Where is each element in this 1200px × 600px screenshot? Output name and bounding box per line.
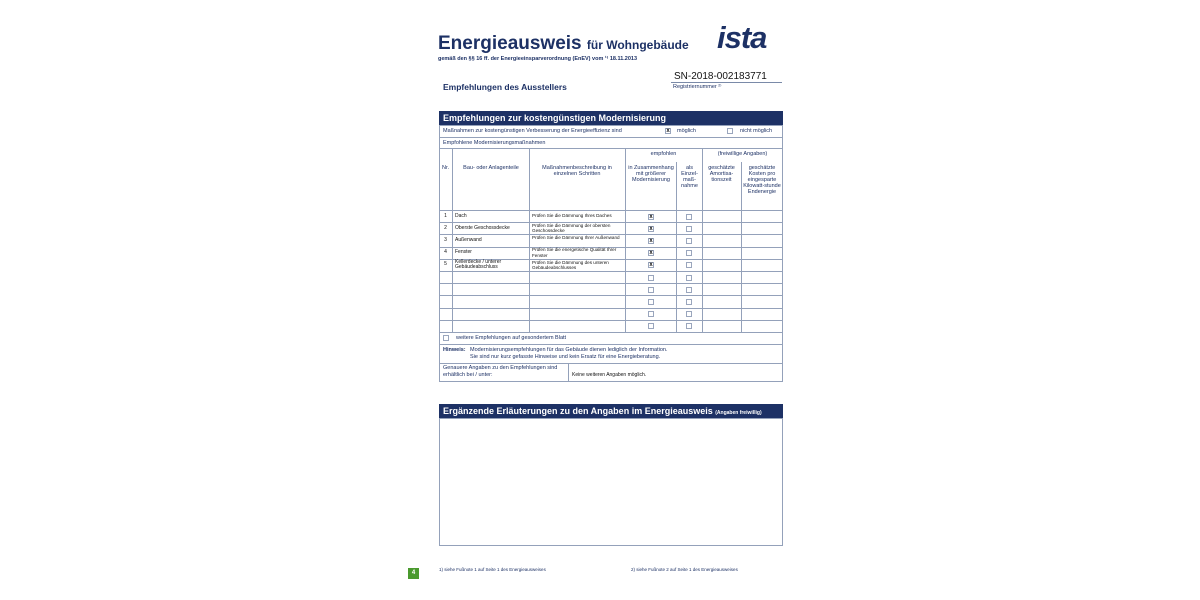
row-in-context-checkbox[interactable]: x	[649, 213, 653, 220]
explanations-title: Ergänzende Erläuterungen zu den Angaben im Energieausweis	[443, 406, 713, 416]
page-subtitle: gemäß den §§ 16 ff. der Energieeinsparverordnung (EnEV) vom ¹⁾ 18.11.2013	[438, 56, 638, 62]
row-nr: 5	[444, 261, 447, 268]
row-divider	[439, 295, 783, 296]
ista-logo	[717, 20, 766, 56]
footnote-1: 1) siehe Fußnote 1 auf Seite 1 des Energieausweises	[439, 567, 546, 572]
row-divider	[439, 283, 783, 284]
row-description: Prüfen Sie die Dämmung des unteren Gebäudeabschlusses	[532, 259, 609, 270]
row-component: Fenster	[455, 249, 472, 256]
row-single-checkbox[interactable]	[686, 323, 692, 329]
row-component: Dach	[455, 212, 467, 219]
column-header-amortization: geschätzte Amortisa-tionszeit	[708, 165, 735, 183]
row-single-checkbox[interactable]	[686, 287, 692, 293]
row-divider	[439, 308, 783, 309]
row-single-checkbox[interactable]	[686, 311, 692, 317]
row-in-context-checkbox[interactable]: x	[649, 237, 653, 244]
divider	[439, 148, 783, 149]
row-in-context-checkbox[interactable]	[648, 275, 654, 281]
row-single-checkbox[interactable]	[686, 299, 692, 305]
logo-text: ista	[717, 20, 767, 55]
row-description: Prüfen Sie die energetische Qualität Ihrer Fenster	[532, 247, 617, 258]
recommended-measures-label: Empfohlene Modernisierungsmaßnahmen	[443, 140, 546, 146]
column-header-component: Bau- oder Anlagenteile	[463, 165, 519, 171]
divider	[439, 344, 783, 345]
row-component: Kellerdecke / unterer Gebäudeabschluss	[455, 258, 502, 271]
possible-label: möglich	[677, 128, 696, 134]
footnote-2: 2) siehe Fußnote 2 auf Seite 1 des Energieausweises	[631, 567, 738, 572]
hint-text-line1: Modernisierungsempfehlungen für das Gebäude dienen lediglich der Information.	[470, 347, 668, 353]
row-single-checkbox[interactable]	[686, 214, 692, 220]
row-divider	[439, 320, 783, 321]
page-number-badge: 4	[408, 568, 419, 579]
grid-line	[625, 148, 626, 333]
column-header-costs: geschätzte Kosten pro eingesparte Kilowatt-stunde Endenergie	[743, 165, 781, 195]
row-divider	[439, 332, 783, 333]
grid-line	[568, 363, 569, 382]
not-possible-label: nicht möglich	[740, 128, 773, 134]
row-description: Prüfen Sie die Dämmung der obersten Geschossdecke	[532, 223, 611, 234]
divider	[439, 210, 783, 211]
details-label-line2: erhältlich bei / unter:	[443, 372, 493, 378]
row-in-context-checkbox[interactable]: x	[649, 225, 653, 232]
column-header-nr: Nr.	[441, 165, 450, 171]
row-in-context-checkbox[interactable]	[648, 311, 654, 317]
possible-checkbox[interactable]: x	[666, 128, 670, 134]
grid-line	[529, 148, 530, 333]
column-header-single: als Einzel-maß-nahme	[681, 165, 698, 189]
row-component: Außenwand	[455, 236, 482, 243]
row-nr: 1	[444, 212, 447, 219]
divider	[439, 137, 783, 138]
row-in-context-checkbox[interactable]	[648, 323, 654, 329]
details-value: Keine weiteren Angaben möglich.	[572, 372, 647, 378]
measures-question: Maßnahmen zur kostengünstigen Verbesserung der Energieeffizienz sind	[443, 128, 622, 134]
explanations-box	[439, 418, 783, 546]
row-component: Oberste Geschossdecke	[455, 224, 510, 231]
not-possible-checkbox[interactable]	[727, 128, 733, 134]
divider	[439, 363, 783, 364]
title-suffix: für Wohngebäude	[586, 38, 689, 52]
row-single-checkbox[interactable]	[686, 238, 692, 244]
more-recommendations-label: weitere Empfehlungen auf gesondertem Blatt	[456, 335, 567, 341]
row-single-checkbox[interactable]	[686, 262, 692, 268]
title-text: Energieausweis	[438, 33, 582, 54]
registration-underline	[671, 82, 782, 83]
row-in-context-checkbox[interactable]	[648, 287, 654, 293]
row-in-context-checkbox[interactable]	[648, 299, 654, 305]
row-description: Prüfen Sie die Dämmung Ihres Daches	[532, 212, 612, 218]
row-in-context-checkbox[interactable]: x	[649, 262, 653, 269]
row-single-checkbox[interactable]	[686, 275, 692, 281]
column-header-in-context: in Zusammenhang mit größerer Modernisierung	[628, 165, 674, 183]
row-divider	[439, 271, 783, 272]
row-in-context-checkbox[interactable]: x	[649, 250, 653, 257]
section-title: Empfehlungen des Ausstellers	[443, 82, 567, 92]
explanations-note: (Angaben freiwillig)	[715, 410, 762, 416]
grid-line	[702, 148, 703, 333]
registration-number: SN-2018-002183771	[674, 71, 767, 82]
row-nr: 2	[444, 224, 447, 231]
column-header-optional: (freiwillige Angaben)	[717, 151, 768, 157]
page-title	[438, 33, 689, 55]
row-nr: 3	[444, 236, 447, 243]
grid-line	[452, 148, 453, 333]
column-header-description: Maßnahmenbeschreibung in einzelnen Schritten	[542, 165, 612, 177]
registration-label: Registriernummer ²⁾	[673, 84, 722, 90]
modernisation-section-header: Empfehlungen zur kostengünstigen Modernisierung	[439, 111, 783, 125]
row-nr: 4	[444, 249, 447, 256]
row-single-checkbox[interactable]	[686, 250, 692, 256]
details-label-line1: Genauere Angaben zu den Empfehlungen sind	[443, 365, 558, 371]
more-recommendations-checkbox[interactable]	[443, 335, 449, 341]
row-single-checkbox[interactable]	[686, 226, 692, 232]
hint-label: Hinweis:	[443, 347, 466, 353]
row-description: Prüfen Sie die Dämmung Ihrer Außenwand	[532, 235, 620, 241]
hint-text-line2: Sie sind nur kurz gefasste Hinweise und kein Ersatz für eine Energieberatung.	[470, 354, 661, 360]
explanations-section-header	[439, 404, 783, 418]
column-header-recommended: empfohlen	[650, 151, 677, 157]
